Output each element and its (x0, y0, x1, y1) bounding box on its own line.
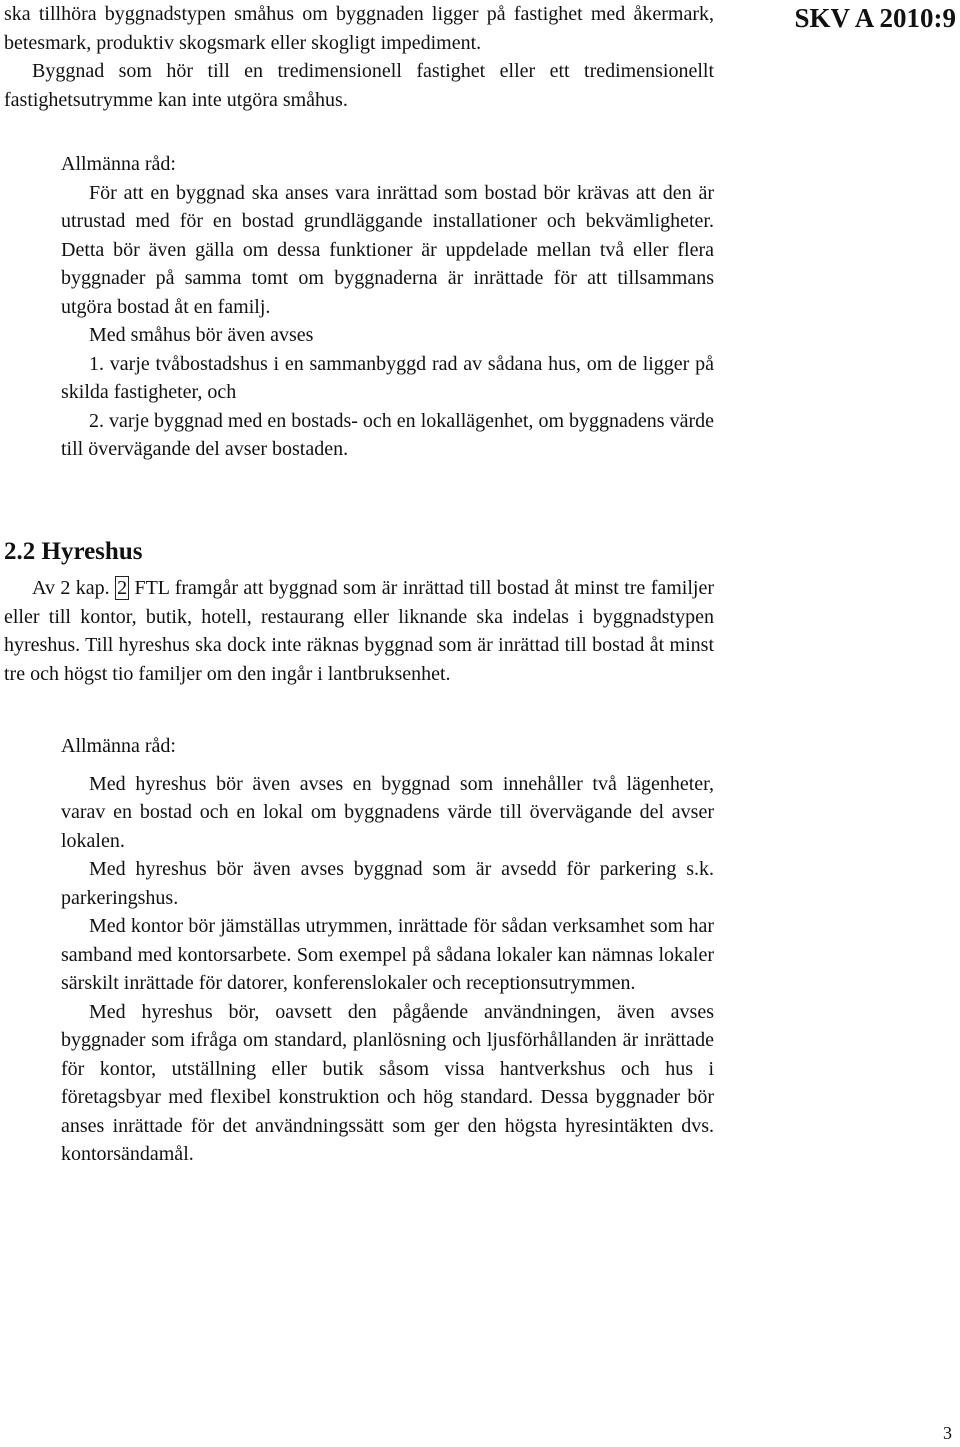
advice-list-item: 2. varje byggnad med en bostads- och en lokallägenhet, om byggnadens värde till övervägande del avser bostaden. (61, 409, 714, 460)
section-body (4, 574, 714, 688)
paragraph-reference: 2 (117, 577, 128, 599)
section-paragraph (4, 574, 714, 688)
advice-paragraph: Med hyreshus bör även avses en byggnad som innehåller två lägenheter, varav en bostad och en lokal om byggnadens värde till övervägande del avser lokalen. (61, 772, 714, 852)
section-text: Av 2 kap. (32, 577, 116, 599)
advice-paragraph: Med kontor bör jämställas utrymmen, inrättade för sådan verksamhet som har samband med kontorsarbete. Som exempel på sådana lokaler kan nämnas lokaler särskilt inrättade för datorer, konferenslokaler och receptionsutrymmen. (61, 915, 714, 994)
general-advice-hyreshus (61, 732, 714, 1169)
page-number: 3 (943, 1423, 952, 1443)
intro-paragraph: ska tillhöra byggnadstypen småhus om byggnaden ligger på fastighet med åkermark, betesmark, produktiv skogsmark eller skogligt impediment. (4, 3, 714, 54)
advice-paragraph: Med hyreshus bör, oavsett den pågående användningen, även avses byggnader som ifråga om standard, planlösning och ljusförhållanden är inrättade för kontor, utställning eller butik såsom vissa hantverkshus och hus i företagsbyar med flexibel konstruktion och hög standard. Dessa byggnader bör anses inrättade för det användningssätt som ger den högsta hyresintäkten dvs. kontorsändamål. (61, 1000, 714, 1165)
advice-paragraph: Med småhus bör även avses (89, 324, 314, 346)
advice-paragraph: Med hyreshus bör även avses byggnad som är avsedd för parkering s.k. parkeringshus. (61, 858, 714, 909)
advice-paragraph: För att en byggnad ska anses vara inrättad som bostad bör krävas att den är utrustad med för en bostad grundläggande installationer och bekvämligheter. Detta bör även gälla om dessa funktioner är uppdelade mellan två eller flera byggnader på samma tomt om byggnaderna är inrättade för att tillsammans utgöra bostad åt en familj. (61, 181, 714, 318)
section-heading: 2.2 Hyreshus (4, 538, 143, 565)
document-code: SKV A 2010:9 (794, 3, 956, 33)
general-advice-smahus (61, 150, 714, 464)
advice-heading: Allmänna råd: (61, 735, 176, 757)
intro-paragraph: Byggnad som hör till en tredimensionell fastighet eller ett tredimensionellt fastighetsutrymme kan inte utgöra småhus. (4, 60, 714, 111)
advice-heading: Allmänna råd: (61, 153, 176, 175)
advice-list-item: 1. varje tvåbostadshus i en sammanbyggd rad av sådana hus, om de ligger på skilda fastigheter, och (61, 352, 714, 403)
section-text: FTL framgår att byggnad som är inrättad till bostad åt minst tre familjer eller till kontor, butik, hotell, restaurang eller liknande ska indelas i byggnadstypen hyreshus. Till hyreshus ska dock inte räknas byggnad som är inrättad till bostad åt minst tre och högst tio familjer om den ingår i lantbruksenhet. (4, 577, 714, 685)
intro-block (4, 0, 714, 114)
